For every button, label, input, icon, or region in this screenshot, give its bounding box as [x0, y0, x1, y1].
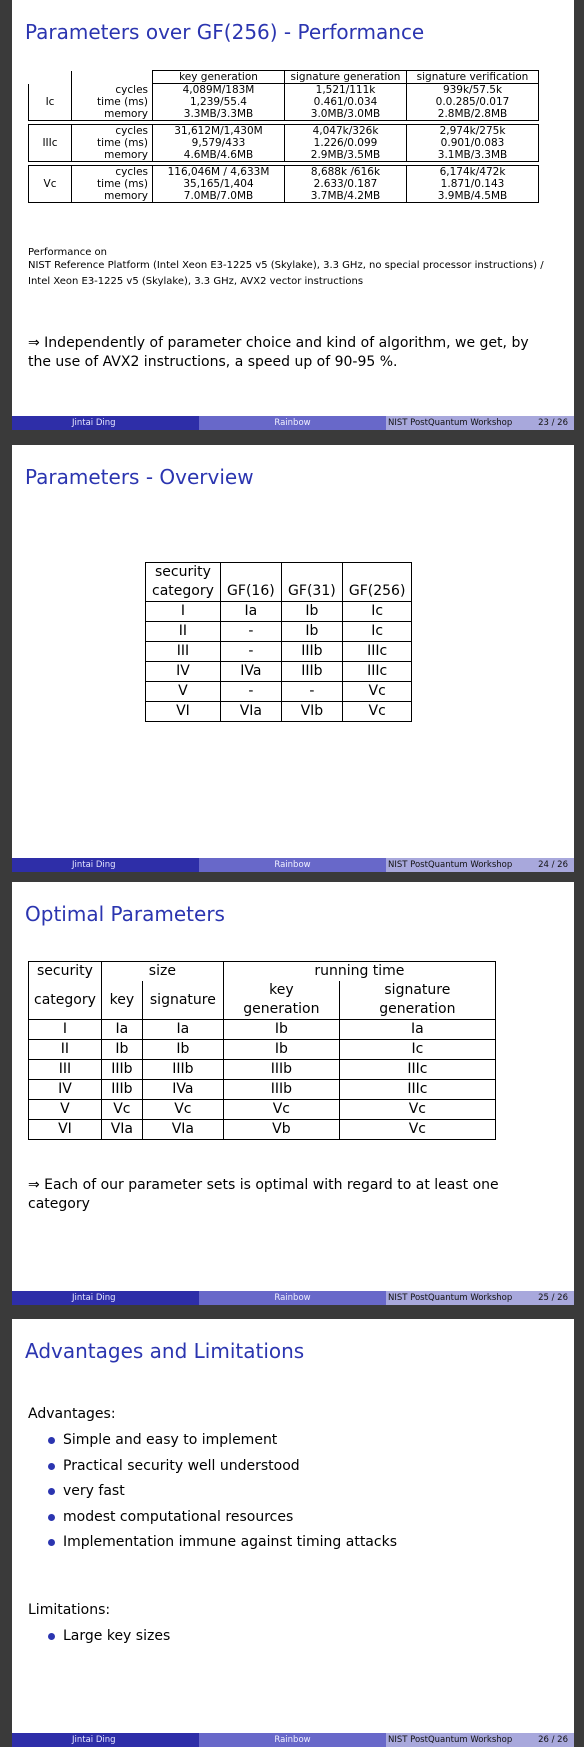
table-row: III IIIb IIIb IIIb IIIc: [29, 1060, 496, 1080]
list-item: Simple and easy to implement: [48, 1428, 397, 1454]
conclusion-text: ⇒ Independently of parameter choice and kind of algorithm, we get, by the use of AVX2 instructions, a speed up of 90-95 %.: [28, 335, 529, 370]
page-number: 25 / 26: [538, 1293, 568, 1303]
table-row: V - - Vc: [146, 682, 412, 702]
limitations-list: [48, 1624, 170, 1650]
category-cell: Ic: [29, 84, 72, 121]
performance-table: [28, 70, 539, 203]
page-number: 23 / 26: [538, 418, 568, 428]
col-header: category: [29, 981, 102, 1020]
value-cell: 3.7MB/4.2MB: [285, 190, 407, 203]
footer-event: NIST PostQuantum Workshop: [388, 1735, 513, 1745]
col-header: category: [146, 582, 221, 602]
footer: [12, 858, 574, 872]
metric-cell: memory: [72, 149, 153, 162]
table-row: [29, 149, 539, 162]
table-row: [29, 178, 539, 190]
value-cell: 1,521/111k: [285, 84, 407, 97]
category-cell: IIIc: [29, 125, 72, 162]
value-cell: 1.226/0.099: [285, 137, 407, 149]
slide-overview: [12, 445, 574, 872]
footer-event: NIST PostQuantum Workshop: [388, 1293, 513, 1303]
metric-cell: cycles: [72, 125, 153, 138]
value-cell: 7.0MB/7.0MB: [153, 190, 285, 203]
col-header: key generation: [223, 981, 339, 1020]
table-row: VI VIa VIa Vb Vc: [29, 1120, 496, 1140]
col-header: size: [101, 962, 223, 982]
slide-title: Advantages and Limitations: [25, 1339, 305, 1363]
slide-title: Parameters - Overview: [25, 465, 254, 489]
col-header: signature generation: [339, 981, 495, 1020]
bullet-icon: [48, 1633, 55, 1640]
footer-title: Rainbow: [199, 416, 386, 430]
value-cell: 31,612M/1,430M: [153, 125, 285, 138]
footer-title: Rainbow: [199, 1291, 386, 1305]
value-cell: 1.871/0.143: [407, 178, 539, 190]
value-cell: 3.1MB/3.3MB: [407, 149, 539, 162]
footer-event: NIST PostQuantum Workshop: [388, 418, 513, 428]
value-cell: 0.0.285/0.017: [407, 96, 539, 108]
bullet-icon: [48, 1437, 55, 1444]
slide-title: Optimal Parameters: [25, 902, 225, 926]
value-cell: 939k/57.5k: [407, 84, 539, 97]
value-cell: 2.633/0.187: [285, 178, 407, 190]
table-row: [29, 166, 539, 179]
table-row: [29, 96, 539, 108]
list-item: Practical security well understood: [48, 1454, 397, 1480]
table-row: VI VIa VIb Vc: [146, 702, 412, 722]
advantages-list: [48, 1428, 397, 1556]
value-cell: 6,174k/472k: [407, 166, 539, 179]
slide-performance: [12, 0, 574, 430]
value-cell: 35,165/1,404: [153, 178, 285, 190]
slide-title: Parameters over GF(256) - Performance: [25, 20, 425, 44]
value-cell: 2.9MB/3.5MB: [285, 149, 407, 162]
footer-author: Jintai Ding: [12, 1733, 199, 1747]
value-cell: 116,046M / 4,633M: [153, 166, 285, 179]
value-cell: 2.8MB/2.8MB: [407, 108, 539, 121]
col-header: signature generation: [285, 71, 407, 84]
optimal-table: [28, 961, 496, 1140]
table-row: III - IIIb IIIc: [146, 642, 412, 662]
table-row: [29, 84, 539, 97]
slide-advantages-limitations: [12, 1319, 574, 1747]
value-cell: 0.901/0.083: [407, 137, 539, 149]
col-header: running time: [223, 962, 495, 982]
table-row: II - Ib Ic: [146, 622, 412, 642]
value-cell: 0.461/0.034: [285, 96, 407, 108]
value-cell: 2,974k/275k: [407, 125, 539, 138]
value-cell: 4.6MB/4.6MB: [153, 149, 285, 162]
col-header: security: [29, 962, 102, 982]
bullet-icon: [48, 1463, 55, 1470]
category-cell: Vc: [29, 166, 72, 203]
footer: [12, 1733, 574, 1747]
col-header: GF(256): [342, 582, 412, 602]
footer: [12, 416, 574, 430]
col-header: signature verification: [407, 71, 539, 84]
list-item: very fast: [48, 1479, 397, 1505]
value-cell: 3.9MB/4.5MB: [407, 190, 539, 203]
value-cell: 3.3MB/3.3MB: [153, 108, 285, 121]
page-number: 24 / 26: [538, 860, 568, 870]
table-row: I Ia Ib Ic: [146, 602, 412, 622]
value-cell: 9,579/433: [153, 137, 285, 149]
footer-author: Jintai Ding: [12, 1291, 199, 1305]
footer-title: Rainbow: [199, 1733, 386, 1747]
list-item: Large key sizes: [48, 1624, 170, 1650]
table-row: IV IVa IIIb IIIc: [146, 662, 412, 682]
slide-optimal-parameters: [12, 882, 574, 1305]
col-header: GF(16): [220, 582, 281, 602]
table-row: [29, 137, 539, 149]
footer-author: Jintai Ding: [12, 858, 199, 872]
value-cell: 4,089M/183M: [153, 84, 285, 97]
bullet-icon: [48, 1539, 55, 1546]
metric-cell: memory: [72, 190, 153, 203]
conclusion-text: ⇒ Each of our parameter sets is optimal with regard to at least one category: [28, 1177, 499, 1212]
metric-cell: memory: [72, 108, 153, 121]
col-header: GF(31): [281, 582, 342, 602]
advantages-heading: Advantages:: [28, 1406, 116, 1422]
bullet-icon: [48, 1488, 55, 1495]
footer-author: Jintai Ding: [12, 416, 199, 430]
bullet-icon: [48, 1514, 55, 1521]
col-header: signature: [142, 981, 223, 1020]
metric-cell: cycles: [72, 166, 153, 179]
table-row: II Ib Ib Ib Ic: [29, 1040, 496, 1060]
table-row: [29, 190, 539, 203]
metric-cell: time (ms): [72, 96, 153, 108]
metric-cell: time (ms): [72, 137, 153, 149]
table-row: [29, 108, 539, 121]
value-cell: 3.0MB/3.0MB: [285, 108, 407, 121]
footer-title: Rainbow: [199, 858, 386, 872]
limitations-heading: Limitations:: [28, 1602, 111, 1618]
value-cell: 8,688k /616k: [285, 166, 407, 179]
value-cell: 1,239/55.4: [153, 96, 285, 108]
list-item: modest computational resources: [48, 1505, 397, 1531]
col-header: key generation: [153, 71, 285, 84]
table-row: I Ia Ia Ib Ia: [29, 1020, 496, 1040]
table-row: [29, 125, 539, 138]
col-header: key: [101, 981, 142, 1020]
table-row: IV IIIb IVa IIIb IIIc: [29, 1080, 496, 1100]
value-cell: 4,047k/326k: [285, 125, 407, 138]
metric-cell: cycles: [72, 84, 153, 97]
metric-cell: time (ms): [72, 178, 153, 190]
footer-event: NIST PostQuantum Workshop: [388, 860, 513, 870]
performance-note: Performance on NIST Reference Platform (Intel Xeon E3-1225 v5 (Skylake), 3.3 GHz, no special processor instructions) / Intel Xeon E3-1225 v5 (Skylake), 3.3 GHz, AVX2 vector instructions: [28, 247, 544, 287]
overview-table: [145, 562, 412, 722]
footer: [12, 1291, 574, 1305]
col-header: security: [146, 563, 221, 583]
list-item: Implementation immune against timing attacks: [48, 1530, 397, 1556]
table-row: V Vc Vc Vc Vc: [29, 1100, 496, 1120]
page-number: 26 / 26: [538, 1735, 568, 1745]
